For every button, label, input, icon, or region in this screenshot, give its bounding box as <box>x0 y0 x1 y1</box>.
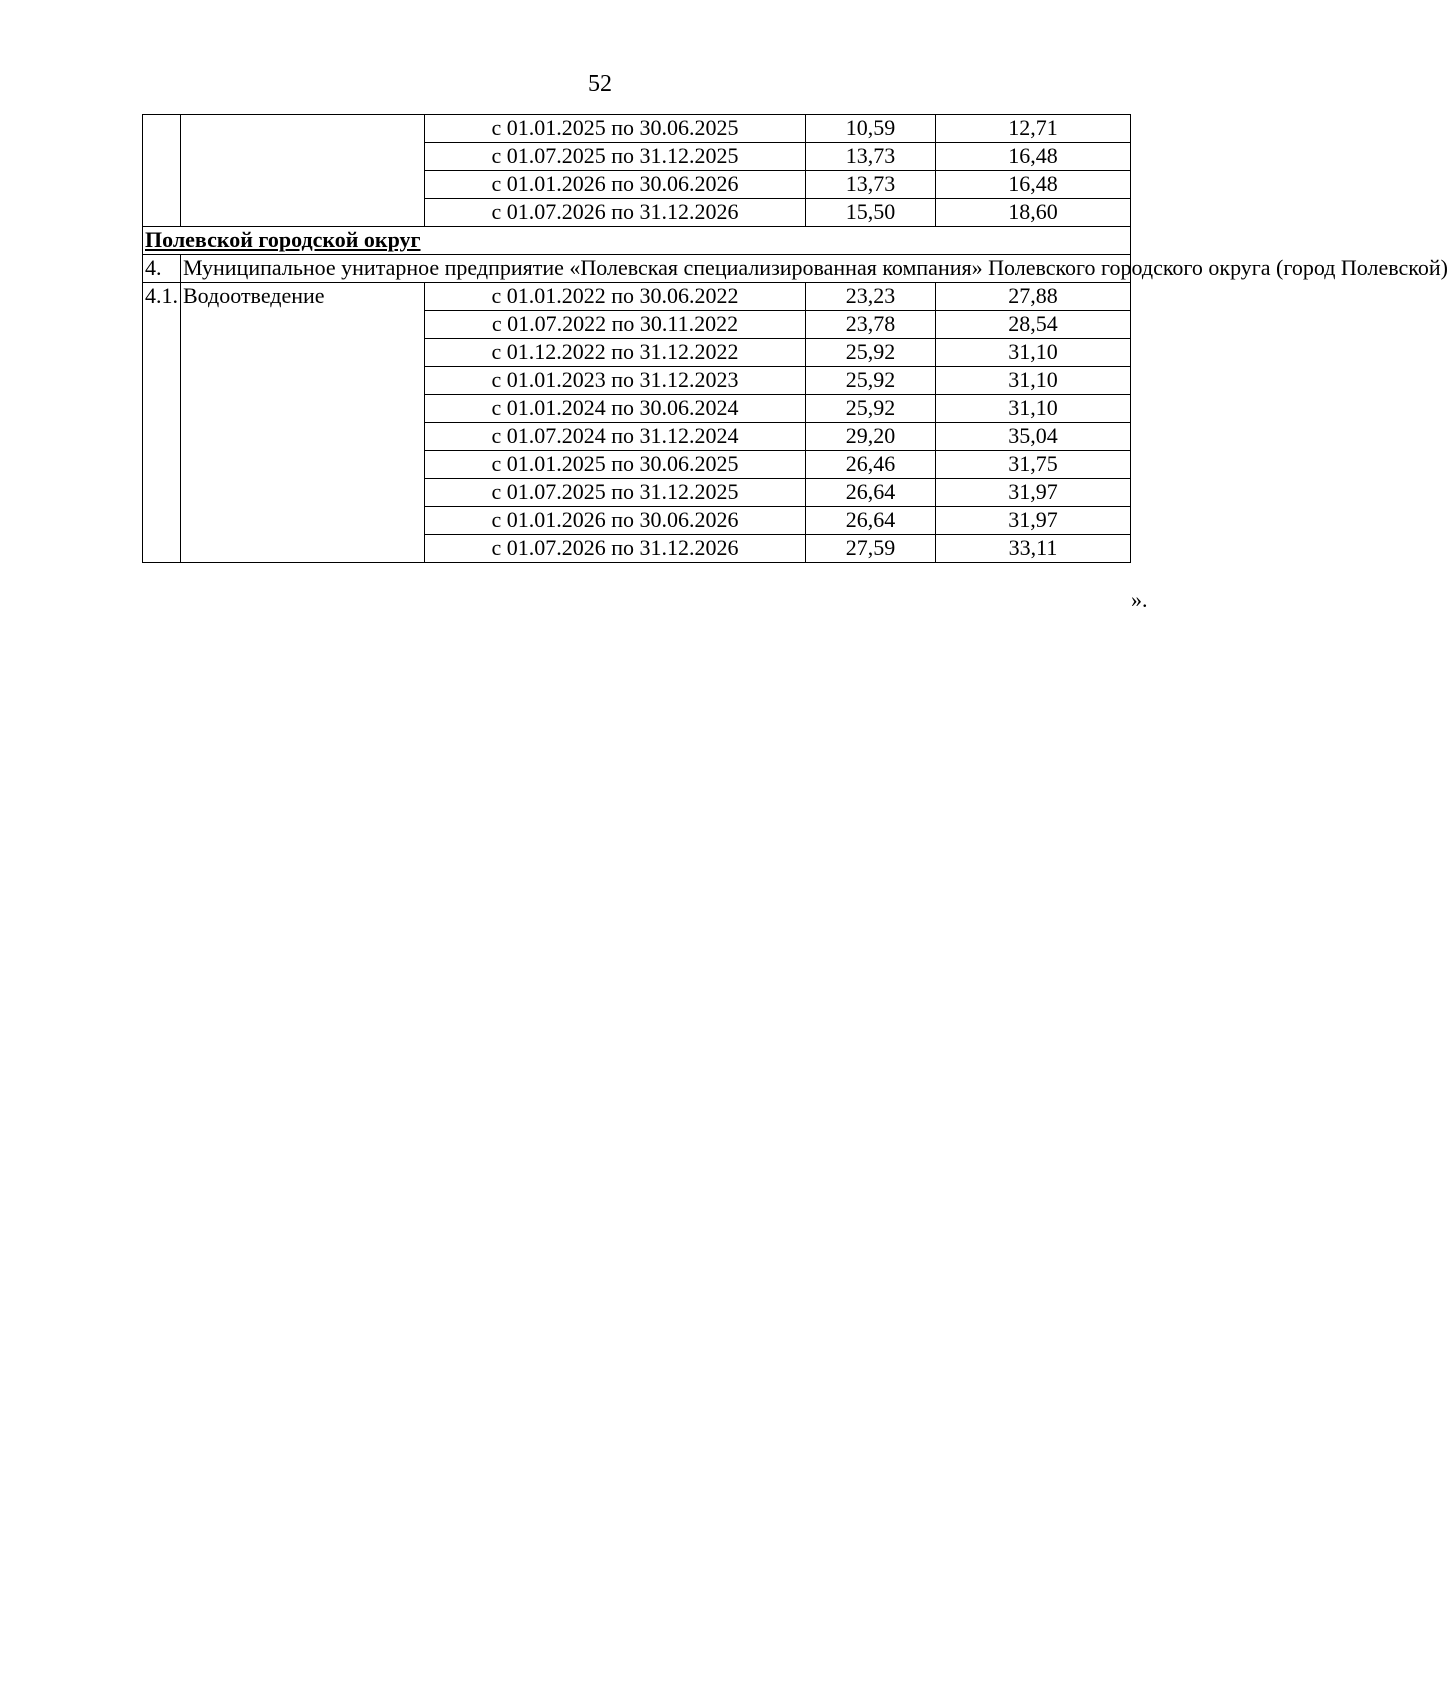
region-heading: Полевской городской округ <box>143 227 1131 255</box>
value-cell: 27,88 <box>936 283 1131 311</box>
period-cell: с 01.07.2025 по 31.12.2025 <box>425 479 806 507</box>
value-cell: 16,48 <box>936 143 1131 171</box>
period-cell: с 01.01.2024 по 30.06.2024 <box>425 395 806 423</box>
period-cell: с 01.07.2024 по 31.12.2024 <box>425 423 806 451</box>
value-cell: 15,50 <box>806 199 936 227</box>
value-cell: 13,73 <box>806 171 936 199</box>
period-cell: с 01.01.2025 по 30.06.2025 <box>425 451 806 479</box>
value-cell: 35,04 <box>936 423 1131 451</box>
period-cell: с 01.01.2026 по 30.06.2026 <box>425 171 806 199</box>
value-cell: 13,73 <box>806 143 936 171</box>
region-row <box>143 227 1131 255</box>
value-cell: 26,64 <box>806 479 936 507</box>
value-cell: 10,59 <box>806 115 936 143</box>
page-number: 52 <box>588 71 612 97</box>
value-cell: 12,71 <box>936 115 1131 143</box>
service-number: 4.1. <box>143 283 181 563</box>
value-cell: 23,78 <box>806 311 936 339</box>
table-row <box>143 283 1131 311</box>
tariff-table <box>142 114 1448 563</box>
organization-number: 4. <box>143 255 181 283</box>
table-row <box>143 115 1131 143</box>
value-cell: 25,92 <box>806 339 936 367</box>
value-cell: 31,10 <box>936 395 1131 423</box>
value-cell: 31,75 <box>936 451 1131 479</box>
value-cell: 25,92 <box>806 367 936 395</box>
value-cell: 33,11 <box>936 535 1131 563</box>
period-cell: с 01.07.2022 по 30.11.2022 <box>425 311 806 339</box>
period-cell: с 01.07.2026 по 31.12.2026 <box>425 535 806 563</box>
organization-row <box>143 255 1131 283</box>
period-cell: с 01.01.2023 по 31.12.2023 <box>425 367 806 395</box>
period-cell: с 01.07.2026 по 31.12.2026 <box>425 199 806 227</box>
empty-name-cell <box>181 115 425 227</box>
empty-number-cell <box>143 115 181 227</box>
organization-name: Муниципальное унитарное предприятие «Полевская специализированная компания» Полевского городского округа (город Полевской) <box>181 255 1131 283</box>
value-cell: 23,23 <box>806 283 936 311</box>
period-cell: с 01.12.2022 по 31.12.2022 <box>425 339 806 367</box>
period-cell: с 01.01.2025 по 30.06.2025 <box>425 115 806 143</box>
value-cell: 31,10 <box>936 339 1131 367</box>
value-cell: 26,64 <box>806 507 936 535</box>
value-cell: 25,92 <box>806 395 936 423</box>
value-cell: 18,60 <box>936 199 1131 227</box>
value-cell: 31,10 <box>936 367 1131 395</box>
closing-quote-mark: ». <box>1131 587 1148 612</box>
period-cell: с 01.01.2026 по 30.06.2026 <box>425 507 806 535</box>
value-cell: 31,97 <box>936 479 1131 507</box>
value-cell: 27,59 <box>806 535 936 563</box>
value-cell: 26,46 <box>806 451 936 479</box>
period-cell: с 01.01.2022 по 30.06.2022 <box>425 283 806 311</box>
period-cell: с 01.07.2025 по 31.12.2025 <box>425 143 806 171</box>
value-cell: 29,20 <box>806 423 936 451</box>
value-cell: 28,54 <box>936 311 1131 339</box>
value-cell: 16,48 <box>936 171 1131 199</box>
service-name: Водоотведение <box>181 283 425 563</box>
value-cell: 31,97 <box>936 507 1131 535</box>
